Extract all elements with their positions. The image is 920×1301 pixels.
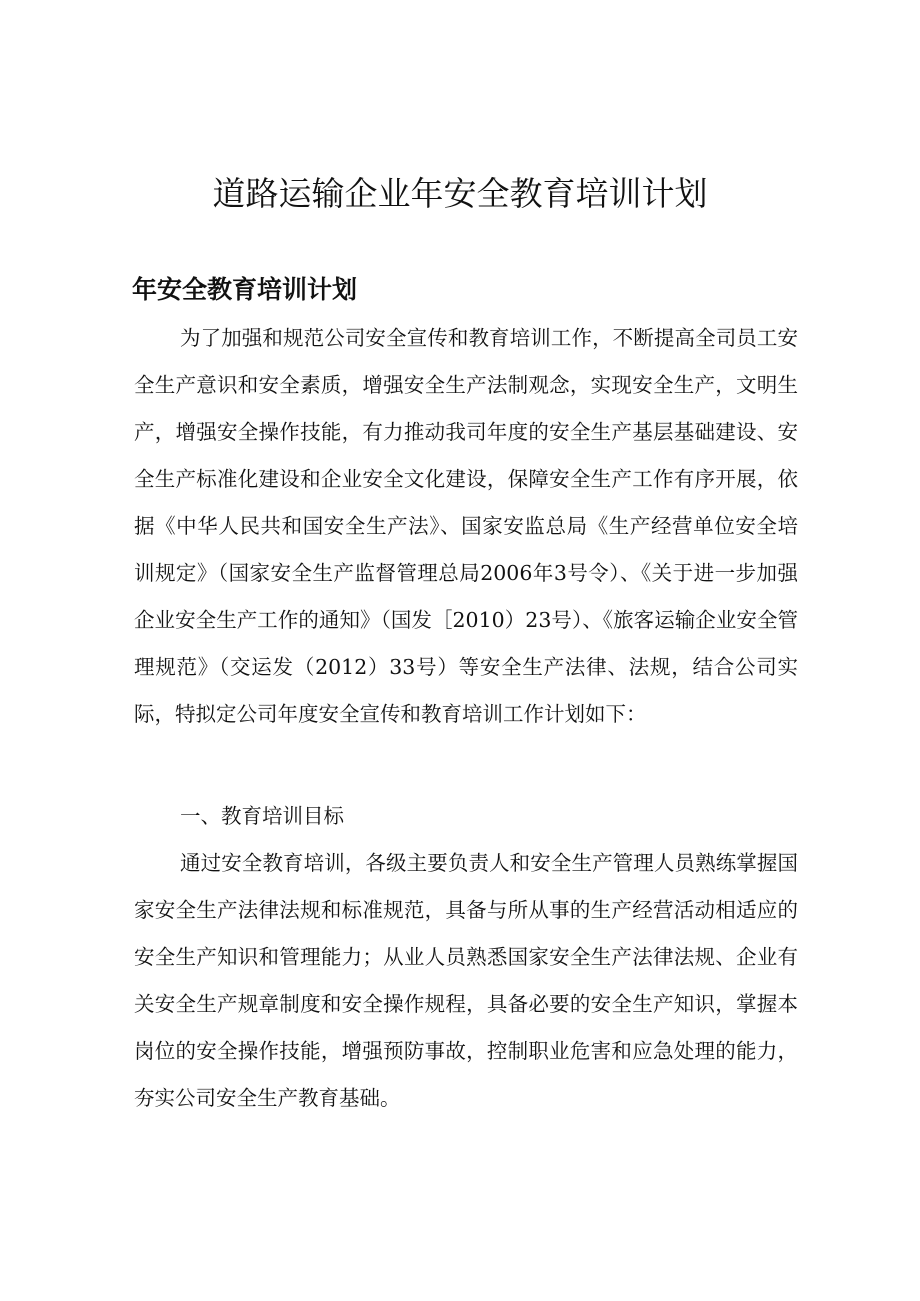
intro-paragraph: 为了加强和规范公司安全宣传和教育培训工作，不断提高全司员工安全生产意识和安全素质，增强安全生产法制观念，实现安全生产，文明生产，增强安全操作技能，有力推动我司年度的安全生产基层基础建设、安全生产标准化建设和企业安全文化建设，保障安全生产工作有序开展，依据《中华人民共和国安全生产法》、国家安监总局《生产经营单位安全培训规定》（国家安全生产监督管理总局2006年3号令）、《关于进一步加强企业安全生产工作的通知》（国发［2010）23号）、《旅客运输企业安全管理规范》（交运发（2012）33号）等安全生产法律、法规，结合公司实际，特拟定公司年度安全宣传和教育培训工作计划如下：	[134, 326, 798, 726]
training-goals-paragraph: 通过安全教育培训，各级主要负责人和安全生产管理人员熟练掌握国家安全生产法律法规和标准规范，具备与所从事的生产经营活动相适应的安全生产知识和管理能力；从业人员熟悉国家安全生产法律法规、企业有关安全生产规章制度和安全操作规程，具备必要的安全生产知识，掌握本岗位的安全操作技能，增强预防事故，控制职业危害和应急处理的能力，夯实公司安全生产教育基础。	[134, 851, 798, 1110]
section-heading: 年安全教育培训计划	[132, 275, 358, 304]
document-title: 道路运输企业年安全教育培训计划	[212, 174, 708, 213]
sub-heading-training-goals: 一、教育培训目标	[180, 804, 344, 828]
